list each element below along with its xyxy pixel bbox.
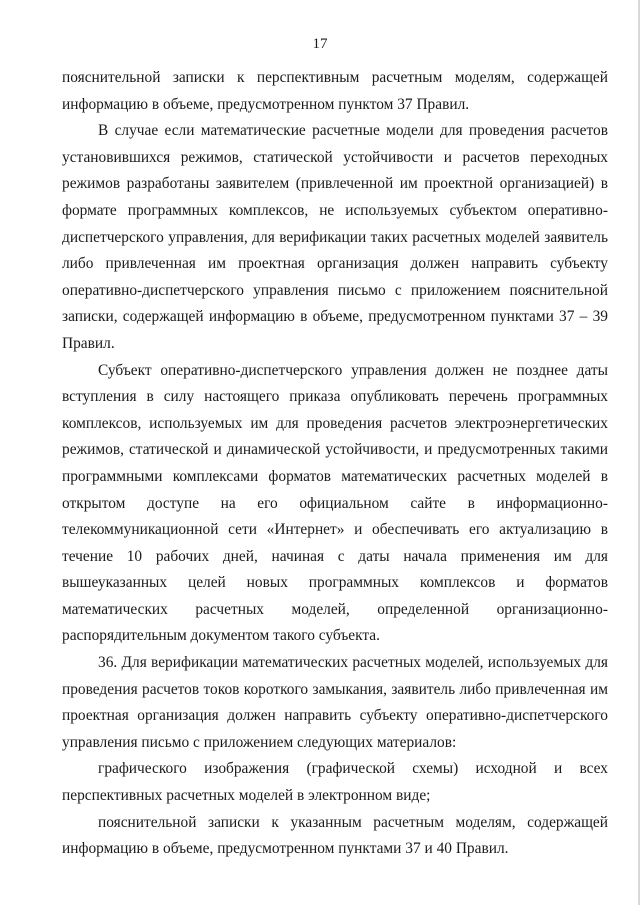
paragraph-continuation: пояснительной записки к перспективным расчетным моделям, содержащей информацию в объеме, предусмотренном пунктом 37 Правил. [62,69,608,113]
document-body [62,65,608,863]
paragraph-item-36: 36. Для верификации математических расчетных моделей, используемых для проведения расчетов токов короткого замыкания, заявитель либо привлеченная им проектная организация должен направить субъекту оперативно-диспетчерского управления письмо с приложением следующих материалов: [62,654,608,751]
paragraph-graphic-schema: графического изображения (графической схемы) исходной и всех перспективных расчетных моделей в электронном виде; [62,760,608,805]
paragraph-verification-formats: В случае если математические расчетные модели для проведения расчетов установившихся режимов, статической устойчивости и расчетов переходных режимов разработаны заявителем (привлеченной им проектной организацией) в формате программных комплексов, не используемых субъектом оперативно-диспетчерского управления, для верификации таких расчетных моделей заявитель либо привлеченная им проектная организация должен направить субъекту оперативно-диспетчерского управления письмо с приложением пояснительной записки, содержащей информацию в объеме, предусмотренном пунктами 37 – 39 Правил. [62,122,608,352]
paragraph-software-list-publication: Субъект оперативно-диспетчерского управления должен не позднее даты вступления в силу настоящего приказа опубликовать перечень программных комплексов, используемых им для проведения расчетов электроэнергетических режимов, статической и динамической устойчивости, и предусмотренных такими программными комплексами форматов математических расчетных моделей в открытом доступе на его официальном сайте в информационно-телекоммуникационной сети «Интернет» и обеспечивать его актуализацию в течение 10 рабочих дней, начиная с даты начала применения им для вышеуказанных целей новых программных комплексов и форматов математических расчетных моделей, определенной организационно-распорядительным документом такого субъекта. [62,361,608,645]
page-number: 17 [312,36,328,52]
paragraph-explanatory-note: пояснительной записки к указанным расчетным моделям, содержащей информацию в объеме, предусмотренном пунктами 37 и 40 Правил. [62,813,608,858]
